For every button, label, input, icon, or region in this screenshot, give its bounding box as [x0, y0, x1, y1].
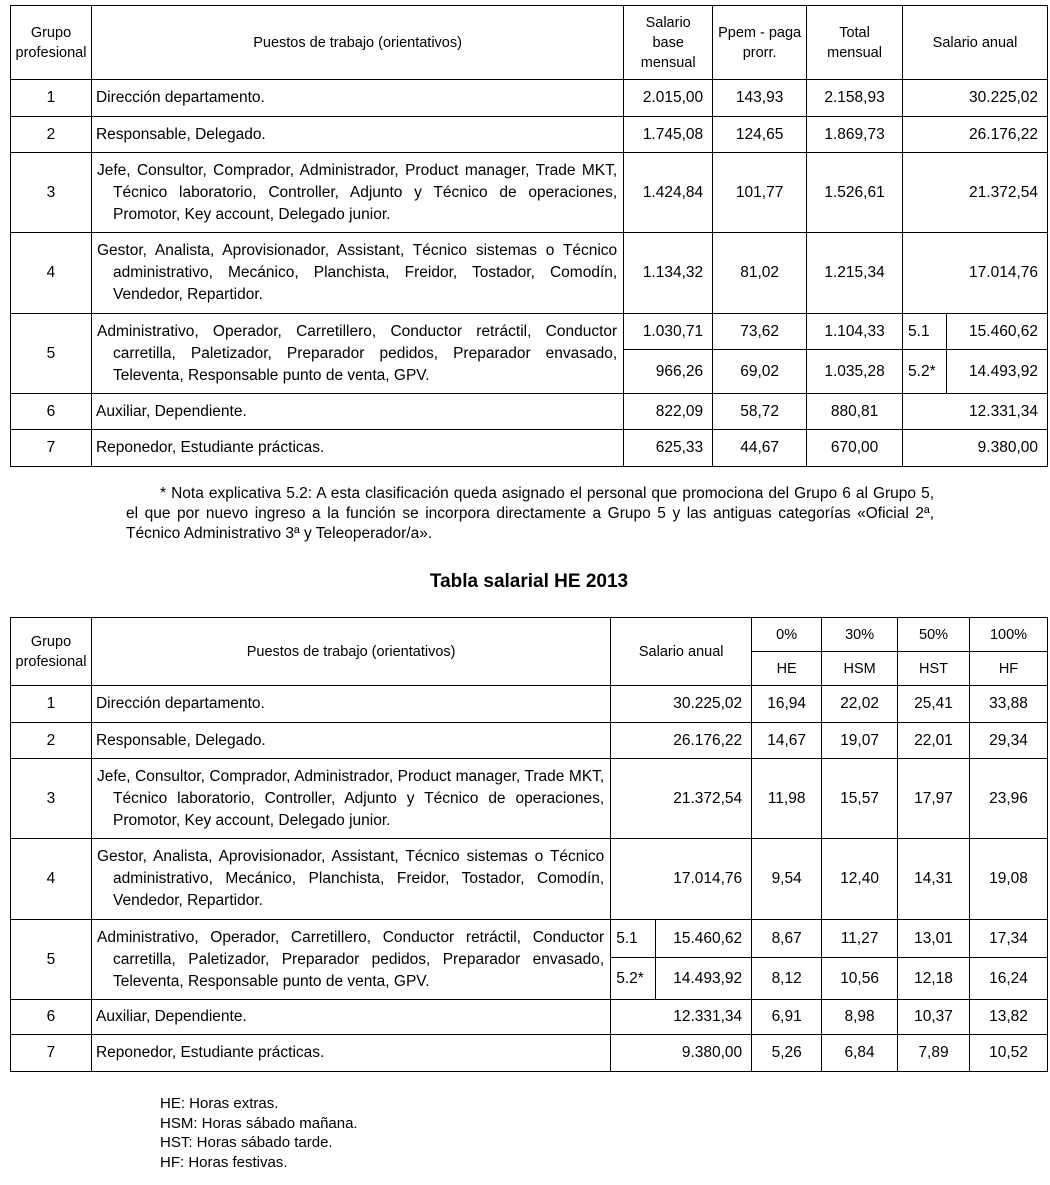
header-pct-hsm: 30% [822, 618, 898, 652]
legend-item: HST: Horas sábado tarde. [160, 1134, 333, 1151]
table-row [11, 394, 1048, 430]
header-ppem: Ppem - paga prorr. [713, 6, 807, 80]
anual-cell: 12.331,34 [611, 1000, 752, 1035]
hsm-cell: 12,40 [822, 839, 898, 920]
anual-cell: 30.225,02 [611, 686, 752, 723]
subgroup-code: 5.1 [611, 920, 656, 958]
puestos-text: Jefe, Consultor, Comprador, Administrador, Product manager, Trade MKT, Técnico laboratorio, Controller, Adjunto y Técnico de operaciones, Promotor, Key account, Delegado junior. [96, 161, 618, 223]
anual-cell: 21.372,54 [903, 153, 1048, 233]
he-cell: 16,94 [752, 686, 822, 723]
he-cell: 9,54 [752, 839, 822, 920]
hst-cell: 7,89 [898, 1035, 970, 1072]
puestos-cell: Responsable, Delegado. [91, 723, 610, 759]
header-salario-base: Salario base mensual [624, 6, 713, 80]
hst-cell: 25,41 [898, 686, 970, 723]
hsm-cell: 8,98 [822, 1000, 898, 1035]
hsm-cell: 10,56 [822, 958, 898, 1000]
table-title: Tabla salarial HE 2013 [429, 571, 629, 592]
hf-cell: 33,88 [970, 686, 1048, 723]
ppem-cell: 143,93 [713, 80, 807, 117]
hf-cell: 19,08 [970, 839, 1048, 920]
base-cell: 966,26 [624, 350, 713, 394]
anual-cell: 21.372,54 [611, 759, 752, 839]
header-puestos: Puestos de trabajo (orientativos) [91, 6, 623, 80]
grupo-cell: 2 [11, 117, 92, 153]
hsm-cell: 11,27 [822, 920, 898, 958]
base-cell: 1.745,08 [624, 117, 713, 153]
puestos-cell [91, 314, 623, 394]
puestos-cell: Responsable, Delegado. [91, 117, 623, 153]
grupo-cell: 3 [11, 759, 92, 839]
he-cell: 14,67 [752, 723, 822, 759]
table-row [11, 723, 1048, 759]
explanatory-note: * Nota explicativa 5.2: A esta clasificación queda asignado el personal que promociona del Grupo 6 al Grupo 5, el que por nuevo ingreso a la función se incorpora directamente a Grupo 5 y las antiguas categorías «Oficial 2ª, Técnico Administrativo 3ª y Teleoperador/a». [126, 485, 934, 542]
table-row [11, 233, 1048, 314]
hf-cell: 23,96 [970, 759, 1048, 839]
table-row [11, 1000, 1048, 1035]
subgroup-code: 5.2* [903, 350, 947, 394]
hst-cell: 10,37 [898, 1000, 970, 1035]
grupo-cell: 5 [11, 920, 92, 1000]
anual-cell: 15.460,62 [656, 920, 752, 958]
table-row [11, 117, 1048, 153]
grupo-cell: 7 [11, 430, 92, 467]
hsm-cell: 15,57 [822, 759, 898, 839]
puestos-text: Administrativo, Operador, Carretillero, Conductor retráctil, Conductor carretilla, Paletizador, Preparador pedidos, Preparador envasado, Televenta, Responsable punto de venta, GPV. [96, 322, 618, 384]
puestos-cell [91, 920, 610, 1000]
total-cell: 880,81 [807, 394, 903, 430]
header-pct-he: 0% [752, 618, 822, 652]
anual-cell: 14.493,92 [947, 350, 1048, 394]
base-cell: 822,09 [624, 394, 713, 430]
hf-cell: 10,52 [970, 1035, 1048, 1072]
hst-cell: 12,18 [898, 958, 970, 1000]
puestos-text: Gestor, Analista, Aprovisionador, Assistant, Técnico sistemas o Técnico administrativo, Mecánico, Planchista, Freidor, Tostador, Comodín, Vendedor, Repartidor. [96, 242, 618, 303]
anual-cell: 17.014,76 [611, 839, 752, 920]
grupo-cell: 1 [11, 80, 92, 117]
header-grupo: Grupo profesional [11, 6, 92, 80]
table-row [11, 314, 1048, 350]
ppem-cell: 81,02 [713, 233, 807, 314]
anual-cell: 9.380,00 [611, 1035, 752, 1072]
anual-cell: 15.460,62 [947, 314, 1048, 350]
table-header-row [11, 6, 1048, 80]
subgroup-code: 5.2* [611, 958, 656, 1000]
table-row [11, 839, 1048, 920]
header-anual: Salario anual [611, 618, 752, 686]
hst-cell: 17,97 [898, 759, 970, 839]
he-cell: 8,12 [752, 958, 822, 1000]
total-cell: 2.158,93 [807, 80, 903, 117]
he-cell: 6,91 [752, 1000, 822, 1035]
salary-table [10, 5, 1048, 467]
hf-cell: 17,34 [970, 920, 1048, 958]
puestos-cell: Auxiliar, Dependiente. [91, 394, 623, 430]
header-grupo: Grupo profesional [11, 618, 92, 686]
overtime-table [10, 617, 1048, 1072]
he-cell: 8,67 [752, 920, 822, 958]
he-cell: 11,98 [752, 759, 822, 839]
ppem-cell: 69,02 [713, 350, 807, 394]
subgroup-code: 5.1 [903, 314, 947, 350]
he-cell: 5,26 [752, 1035, 822, 1072]
table-row [11, 759, 1048, 839]
header-hsm: HSM [822, 652, 898, 686]
hsm-cell: 22,02 [822, 686, 898, 723]
base-cell: 1.030,71 [624, 314, 713, 350]
grupo-cell: 4 [11, 839, 92, 920]
table-row [11, 80, 1048, 117]
grupo-cell: 6 [11, 1000, 92, 1035]
puestos-cell: Dirección departamento. [91, 80, 623, 117]
puestos-cell [91, 233, 623, 314]
grupo-cell: 2 [11, 723, 92, 759]
grupo-cell: 6 [11, 394, 92, 430]
puestos-cell: Auxiliar, Dependiente. [91, 1000, 610, 1035]
anual-cell: 9.380,00 [903, 430, 1048, 467]
legend-item: HF: Horas festivas. [160, 1153, 288, 1171]
header-anual: Salario anual [903, 6, 1048, 80]
puestos-text: Administrativo, Operador, Carretillero, Conductor retráctil, Conductor carretilla, Paletizador, Preparador pedidos, Preparador envasado, Televenta, Responsable punto de venta, GPV. [96, 928, 605, 990]
ppem-cell: 73,62 [713, 314, 807, 350]
ppem-cell: 101,77 [713, 153, 807, 233]
header-hf: HF [970, 652, 1048, 686]
puestos-text: Gestor, Analista, Aprovisionador, Assistant, Técnico sistemas o Técnico administrativo, Mecánico, Planchista, Freidor, Tostador, Comodín, Vendedor, Repartidor. [96, 848, 605, 909]
abbreviations-legend [160, 1094, 358, 1172]
anual-cell: 30.225,02 [903, 80, 1048, 117]
header-pct-hst: 50% [898, 618, 970, 652]
hf-cell: 13,82 [970, 1000, 1048, 1035]
anual-cell: 14.493,92 [656, 958, 752, 1000]
table-row [11, 430, 1048, 467]
ppem-cell: 124,65 [713, 117, 807, 153]
anual-cell: 17.014,76 [903, 233, 1048, 314]
base-cell: 1.424,84 [624, 153, 713, 233]
hst-cell: 13,01 [898, 920, 970, 958]
table-row [11, 686, 1048, 723]
table-row [11, 153, 1048, 233]
table-header-row [11, 618, 1048, 652]
total-cell: 1.526,61 [807, 153, 903, 233]
puestos-cell: Reponedor, Estudiante prácticas. [91, 430, 623, 467]
total-cell: 1.104,33 [807, 314, 903, 350]
puestos-text: Jefe, Consultor, Comprador, Administrador, Product manager, Trade MKT, Técnico laboratorio, Controller, Adjunto y Técnico de operaciones, Promotor, Key account, Delegado junior. [96, 767, 605, 829]
base-cell: 625,33 [624, 430, 713, 467]
hst-cell: 14,31 [898, 839, 970, 920]
hf-cell: 29,34 [970, 723, 1048, 759]
grupo-cell: 7 [11, 1035, 92, 1072]
header-puestos: Puestos de trabajo (orientativos) [91, 618, 610, 686]
header-total: Total mensual [807, 6, 903, 80]
puestos-cell [91, 759, 610, 839]
grupo-cell: 3 [11, 153, 92, 233]
ppem-cell: 44,67 [713, 430, 807, 467]
anual-cell: 26.176,22 [611, 723, 752, 759]
grupo-cell: 1 [11, 686, 92, 723]
total-cell: 1.869,73 [807, 117, 903, 153]
legend-item: HSM: Horas sábado mañana. [160, 1114, 358, 1132]
hsm-cell: 19,07 [822, 723, 898, 759]
table-row [11, 1035, 1048, 1072]
grupo-cell: 5 [11, 314, 92, 394]
table-row [11, 920, 1048, 958]
total-cell: 1.035,28 [807, 350, 903, 394]
base-cell: 2.015,00 [624, 80, 713, 117]
anual-cell: 12.331,34 [903, 394, 1048, 430]
hsm-cell: 6,84 [822, 1035, 898, 1072]
puestos-cell: Dirección departamento. [91, 686, 610, 723]
anual-cell: 26.176,22 [903, 117, 1048, 153]
base-cell: 1.134,32 [624, 233, 713, 314]
puestos-cell [91, 839, 610, 920]
hf-cell: 16,24 [970, 958, 1048, 1000]
legend-item: HE: Horas extras. [160, 1095, 279, 1112]
puestos-cell [91, 153, 623, 233]
grupo-cell: 4 [11, 233, 92, 314]
header-he: HE [752, 652, 822, 686]
header-hst: HST [898, 652, 970, 686]
puestos-cell: Reponedor, Estudiante prácticas. [91, 1035, 610, 1072]
total-cell: 670,00 [807, 430, 903, 467]
total-cell: 1.215,34 [807, 233, 903, 314]
header-pct-hf: 100% [970, 618, 1048, 652]
hst-cell: 22,01 [898, 723, 970, 759]
ppem-cell: 58,72 [713, 394, 807, 430]
